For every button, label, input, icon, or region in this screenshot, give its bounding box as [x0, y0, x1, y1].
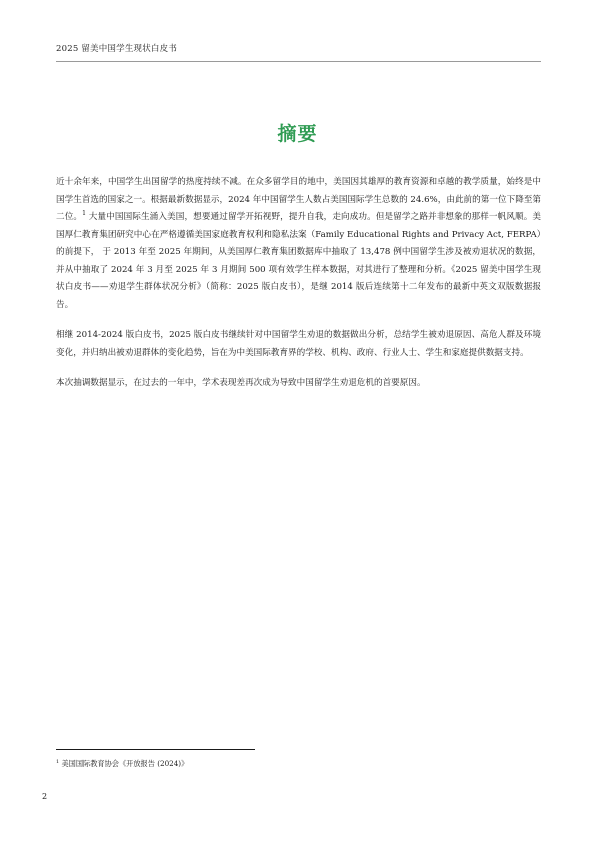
- footnote: [56, 759, 188, 769]
- page-number: 2: [42, 792, 48, 801]
- footnote-reference[interactable]: 1: [82, 210, 86, 217]
- paragraph-1-text-a: 近十余年来，中国学生出国留学的热度持续不减。在众多留学目的地中，美国因其雄厚的教育资源和卓越的教学质量，始终是中国学生首选的国家之一。根据最新数据显示，2024 年中国留学生人数占美国国际学生总数的 24.6%，由此前的第一位下降至第二位。: [56, 177, 541, 222]
- paragraph-1-text-b: 大量中国国际生涌入美国，想要通过留学开拓视野，提升自我，走向成功。但是留学之路并非想象的那样一帆风顺。美国厚仁教育集团研究中心在严格遵循美国家庭教育权利和隐私法案（Family Educational Rights and Privacy Act, FERPA）的前提下， 于 2013 年至 2025 年期间，从美国厚仁教育集团数据库中抽取了 13,478 例中国留学生涉及被劝退状况的数据，并从中抽取了 2024 年 3 月至 2025 年 3 月期间 500 项有效学生样本数据，对其进行了整理和分析。《2025 留美中国学生现状白皮书——劝退学生群体状况分析》（简称：2025 版白皮书），是继 2014 版后连续第十二年发布的最新中英文双版数据报告。: [56, 212, 541, 310]
- footnote-text: 美国国际教育协会《开放报告 (2024)》: [59, 759, 189, 768]
- footnote-marker: 1: [56, 759, 60, 765]
- paragraph-2: 相继 2014-2024 版白皮书，2025 版白皮书继续针对中国留学生劝退的数据做出分析，总结学生被劝退原因、高危人群及环境变化，并归纳出被劝退群体的变化趋势，旨在为中美国际教育界的学校、机构、政府、行业人士、学生和家庭提供数据支持。: [56, 330, 541, 358]
- header-divider: [56, 61, 541, 62]
- running-header: 2025 留美中国学生现状白皮书: [56, 44, 178, 54]
- abstract-body: [56, 174, 541, 406]
- page-title: 摘要: [277, 123, 318, 145]
- footnote-divider: [56, 749, 255, 750]
- paragraph-3: 本次抽调数据显示，在过去的一年中，学术表现差再次成为导致中国留学生劝退危机的首要原因。: [56, 378, 426, 388]
- paragraph-1: [56, 174, 541, 314]
